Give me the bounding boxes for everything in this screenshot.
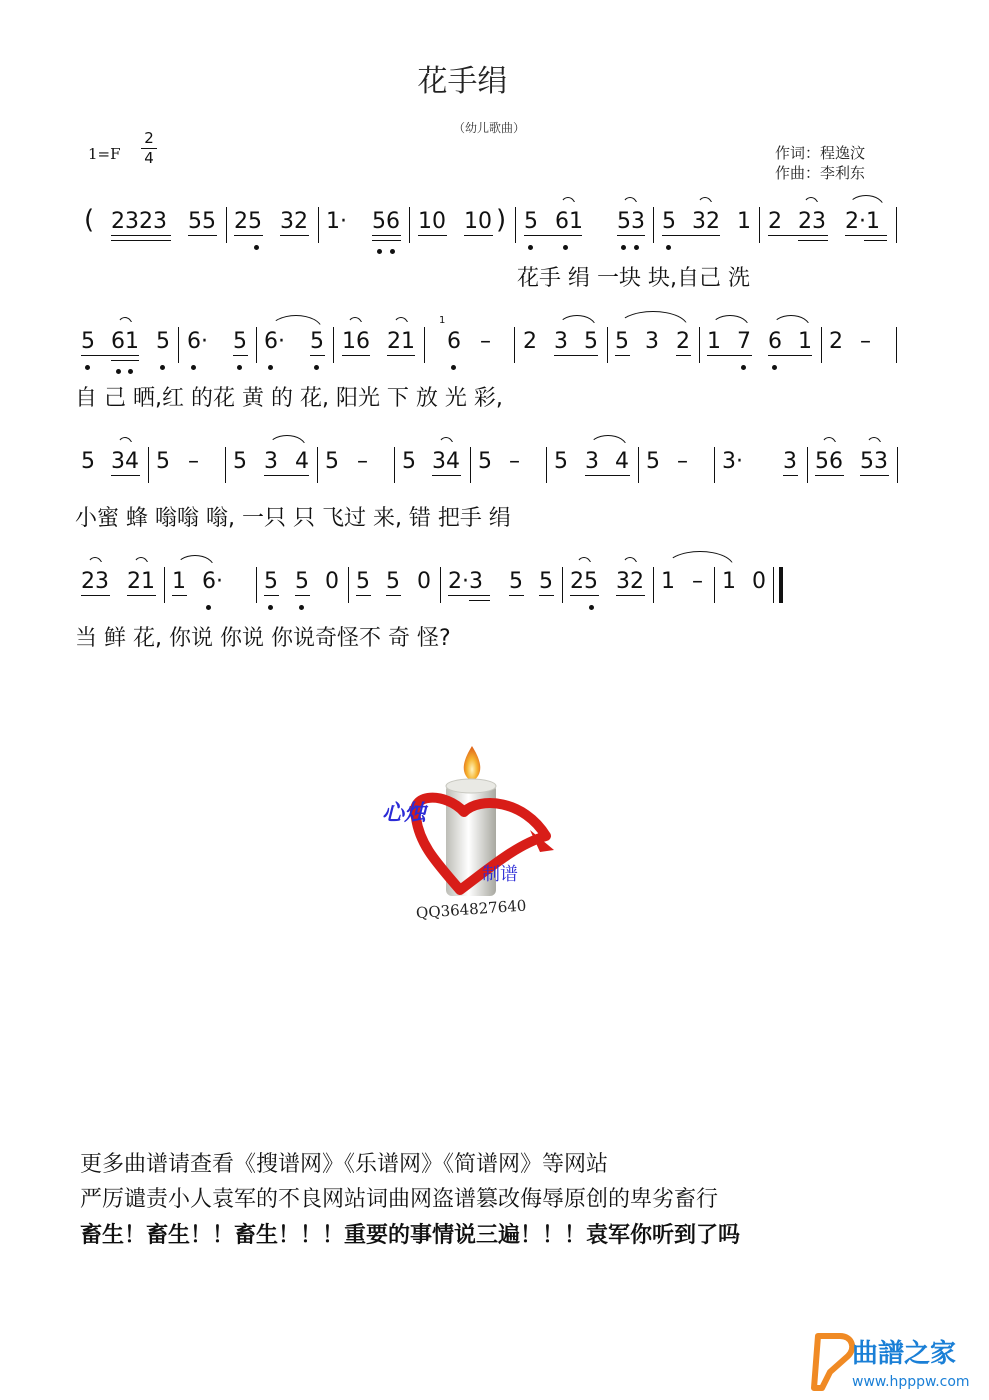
low-dot [772, 365, 777, 370]
slur [803, 197, 819, 207]
note: 21 [387, 329, 415, 354]
low-dot [314, 365, 319, 370]
beam [264, 595, 279, 596]
note: 5 [615, 329, 629, 354]
note: 55 [188, 209, 216, 234]
barline [896, 207, 897, 243]
note: 3 [783, 449, 797, 474]
note: 5 [554, 449, 568, 474]
note: 2·1 [845, 209, 880, 234]
slur [560, 197, 576, 207]
logo-left-text: 心烛 [382, 801, 427, 826]
note: 6· [187, 329, 208, 354]
low-dot [268, 365, 273, 370]
slur [622, 197, 638, 207]
note: 2 [523, 329, 537, 354]
low-dot [666, 245, 671, 250]
beam [539, 595, 554, 596]
candle-heart-icon [380, 740, 570, 920]
lyrics-line-2: 自 己 晒,红 的花 黄 的 花, 阳光 下 放 光 彩, [75, 386, 503, 411]
slur [589, 435, 627, 447]
tie [666, 551, 734, 567]
dash: – [677, 449, 688, 474]
beam [676, 355, 691, 356]
lyrics-line-1: 花手 绢 一块 块,自己 洗 [517, 266, 750, 291]
note: 23 [81, 569, 109, 594]
note: 1 [722, 569, 736, 594]
beam [509, 595, 524, 596]
lyricist: 作词：程逸汶 [775, 144, 866, 162]
barline [714, 447, 715, 483]
low-dot [268, 605, 273, 610]
note: 5 [310, 329, 324, 354]
beam [845, 235, 887, 236]
note: 5 [539, 569, 553, 594]
barline [653, 207, 654, 243]
low-dot [191, 365, 196, 370]
barline [546, 447, 547, 483]
beam [111, 475, 140, 476]
barline [638, 447, 639, 483]
notice-line-2: 严厉谴责小人袁军的不良网站词曲网盗谱篡改侮辱原创的卑劣畜行 [80, 1187, 719, 1212]
note: 1 [798, 329, 812, 354]
note: 6· [264, 329, 285, 354]
watermark-logo-icon [800, 1328, 985, 1393]
dash: – [188, 449, 199, 474]
note: 10 [418, 209, 446, 234]
note: 0 [752, 569, 766, 594]
beam [372, 235, 401, 236]
beam [860, 475, 889, 476]
note: 3 [264, 449, 278, 474]
dash: – [480, 329, 491, 354]
beam [342, 355, 370, 356]
beam [81, 595, 110, 596]
slur [347, 317, 363, 327]
slur [133, 557, 149, 567]
beam [524, 235, 582, 236]
barline [424, 327, 425, 363]
note: 3 [645, 329, 659, 354]
note: 0 [417, 569, 431, 594]
beam [295, 595, 310, 596]
note: 5 [584, 329, 598, 354]
low-dot [589, 605, 594, 610]
beam [707, 355, 752, 356]
beam [432, 475, 461, 476]
note: 34 [111, 449, 139, 474]
notice-line-1: 更多曲谱请查看《搜谱网》《乐谱网》《简谱网》等网站 [80, 1152, 609, 1177]
barline [148, 447, 149, 483]
note: 0 [325, 569, 339, 594]
slur [270, 315, 322, 329]
barline [225, 447, 226, 483]
note: 25 [570, 569, 598, 594]
slur [821, 437, 837, 447]
lyrics-line-3: 小蜜 蜂 嗡嗡 嗡, 一只 只 飞过 来, 错 把手 绢 [75, 506, 511, 531]
beam [768, 355, 812, 356]
barline [562, 567, 563, 603]
note: 3 [554, 329, 568, 354]
note: 7 [737, 329, 751, 354]
key-signature: 1=F [88, 145, 121, 163]
barline [514, 327, 515, 363]
barline [897, 447, 898, 483]
low-dot [528, 245, 533, 250]
note: 4 [295, 449, 309, 474]
beam [617, 235, 645, 236]
note: 32 [616, 569, 644, 594]
score-line-3 [0, 449, 989, 529]
low-dot [621, 245, 626, 250]
low-dot [741, 365, 746, 370]
barline [653, 567, 654, 603]
barline [256, 567, 257, 603]
note: 5 [264, 569, 278, 594]
note: 1 [172, 569, 186, 594]
barline [607, 327, 608, 363]
score-line-4 [0, 569, 989, 649]
close-paren: ) [496, 205, 507, 235]
note: 5 [325, 449, 339, 474]
note: 61 [111, 329, 139, 354]
beam [81, 355, 139, 356]
slur [176, 555, 214, 567]
barline [178, 327, 179, 363]
beam [372, 240, 401, 241]
note: 5 [156, 329, 170, 354]
beam [768, 235, 828, 236]
watermark-url: www.hpppw.com [852, 1374, 970, 1390]
note: 23 [798, 209, 826, 234]
barline [714, 567, 715, 603]
low-dot [299, 605, 304, 610]
beam [386, 595, 401, 596]
note: 2 [768, 209, 782, 234]
note: 6 [768, 329, 782, 354]
barline [699, 327, 700, 363]
note: 2·3 [448, 569, 483, 594]
note: 56 [815, 449, 843, 474]
lyrics-line-4: 当 鲜 花, 你说 你说 你说奇怪不 奇 怪? [75, 626, 451, 651]
note: 5 [386, 569, 400, 594]
logo-qq: QQ364827640 [415, 896, 527, 920]
dash: – [509, 449, 520, 474]
barline [807, 447, 808, 483]
site-watermark [800, 1328, 985, 1393]
note: 5 [524, 209, 538, 234]
low-dot [85, 365, 90, 370]
beam [798, 240, 828, 241]
note: 1 [661, 569, 675, 594]
note: 32 [692, 209, 720, 234]
low-dot [377, 249, 382, 254]
beam [310, 355, 325, 356]
low-dot [206, 605, 211, 610]
barline [164, 567, 165, 603]
barline [470, 447, 471, 483]
note: 5 [233, 449, 247, 474]
note: 5 [233, 329, 247, 354]
time-bottom: 4 [144, 149, 154, 168]
low-dot [390, 249, 395, 254]
slur [117, 437, 133, 447]
note: 61 [555, 209, 583, 234]
beam [469, 600, 490, 601]
note: 21 [127, 569, 155, 594]
note: 5 [156, 449, 170, 474]
note: 5 [646, 449, 660, 474]
note: 1 [707, 329, 721, 354]
note: 5 [295, 569, 309, 594]
low-dot [237, 365, 242, 370]
low-dot [160, 365, 165, 370]
note: 10 [464, 209, 492, 234]
barline [226, 207, 227, 243]
slur [576, 557, 592, 567]
barline [440, 567, 441, 603]
beam [815, 475, 844, 476]
low-dot [254, 245, 259, 250]
beam [111, 240, 171, 241]
open-paren: ( [84, 205, 95, 235]
beam [111, 235, 171, 236]
beam [172, 595, 187, 596]
note: 1 [737, 209, 751, 234]
barline [896, 327, 897, 363]
slur [618, 311, 688, 327]
score-line-2 [0, 315, 989, 411]
beam [662, 235, 720, 236]
slur [697, 197, 713, 207]
beam [280, 235, 309, 236]
song-title: 花手绢 [417, 64, 508, 99]
slur [268, 435, 306, 447]
barline [515, 207, 516, 243]
note: 3· [722, 449, 743, 474]
note: 16 [342, 329, 370, 354]
beam [783, 475, 798, 476]
note: 5 [81, 449, 95, 474]
barline [409, 207, 410, 243]
note: 2 [676, 329, 690, 354]
note: 56 [372, 209, 400, 234]
low-dot [634, 245, 639, 250]
note: 5 [478, 449, 492, 474]
dash: – [860, 329, 871, 354]
barline [394, 447, 395, 483]
barline [348, 567, 349, 603]
grace-note: 1 [439, 315, 446, 326]
note: 32 [280, 209, 308, 234]
dash: – [692, 569, 703, 594]
barline [256, 327, 257, 363]
note: 53 [617, 209, 645, 234]
note: 5 [402, 449, 416, 474]
note: 2323 [111, 209, 167, 234]
note: 53 [860, 449, 888, 474]
barline [333, 327, 334, 363]
note: 5 [662, 209, 676, 234]
slur [117, 317, 133, 327]
barline [821, 327, 822, 363]
barline [759, 207, 760, 243]
low-dot [563, 245, 568, 250]
note: 5 [356, 569, 370, 594]
beam [233, 355, 248, 356]
watermark-brand: 曲譜之家 [852, 1339, 957, 1369]
note: 5 [81, 329, 95, 354]
beam [127, 595, 156, 596]
beam [418, 235, 447, 236]
beam [234, 235, 263, 236]
low-dot [116, 369, 121, 374]
slur [866, 437, 882, 447]
beam [864, 240, 887, 241]
slur [393, 317, 409, 327]
note: 3 [585, 449, 599, 474]
beam [616, 595, 645, 596]
logo-right-text: 制谱 [482, 864, 518, 885]
time-signature [141, 130, 157, 168]
note: 6 [447, 329, 461, 354]
note: 6· [202, 569, 223, 594]
final-barline [773, 567, 783, 603]
note: 2 [829, 329, 843, 354]
beam [615, 355, 630, 356]
note: 5 [509, 569, 523, 594]
beam [356, 595, 371, 596]
beam [264, 475, 309, 476]
slur [848, 195, 884, 207]
barline [317, 447, 318, 483]
note: 34 [432, 449, 460, 474]
slur [772, 315, 810, 327]
note: 4 [615, 449, 629, 474]
dash: – [357, 449, 368, 474]
low-dot [451, 365, 456, 370]
beam [448, 595, 490, 596]
xinzhu-logo [380, 740, 570, 920]
song-subtitle: （幼儿歌曲） [452, 121, 525, 135]
barline [318, 207, 319, 243]
slur [438, 437, 454, 447]
slur [87, 557, 103, 567]
slur [711, 315, 749, 327]
note: 1· [326, 209, 347, 234]
slur [622, 557, 638, 567]
notice-line-3: 畜生！畜生！！畜生！！！重要的事情说三遍！！！袁军你听到了吗 [80, 1223, 741, 1248]
score-line-1 [0, 205, 989, 291]
slur [558, 315, 596, 327]
note: 25 [234, 209, 262, 234]
beam [188, 235, 217, 236]
composer: 作曲：李利东 [775, 164, 866, 182]
beam [111, 360, 139, 361]
low-dot [128, 369, 133, 374]
beam [387, 355, 415, 356]
beam [585, 475, 630, 476]
beam [464, 235, 493, 236]
beam [554, 355, 598, 356]
time-top: 2 [144, 129, 154, 147]
beam [570, 595, 599, 596]
